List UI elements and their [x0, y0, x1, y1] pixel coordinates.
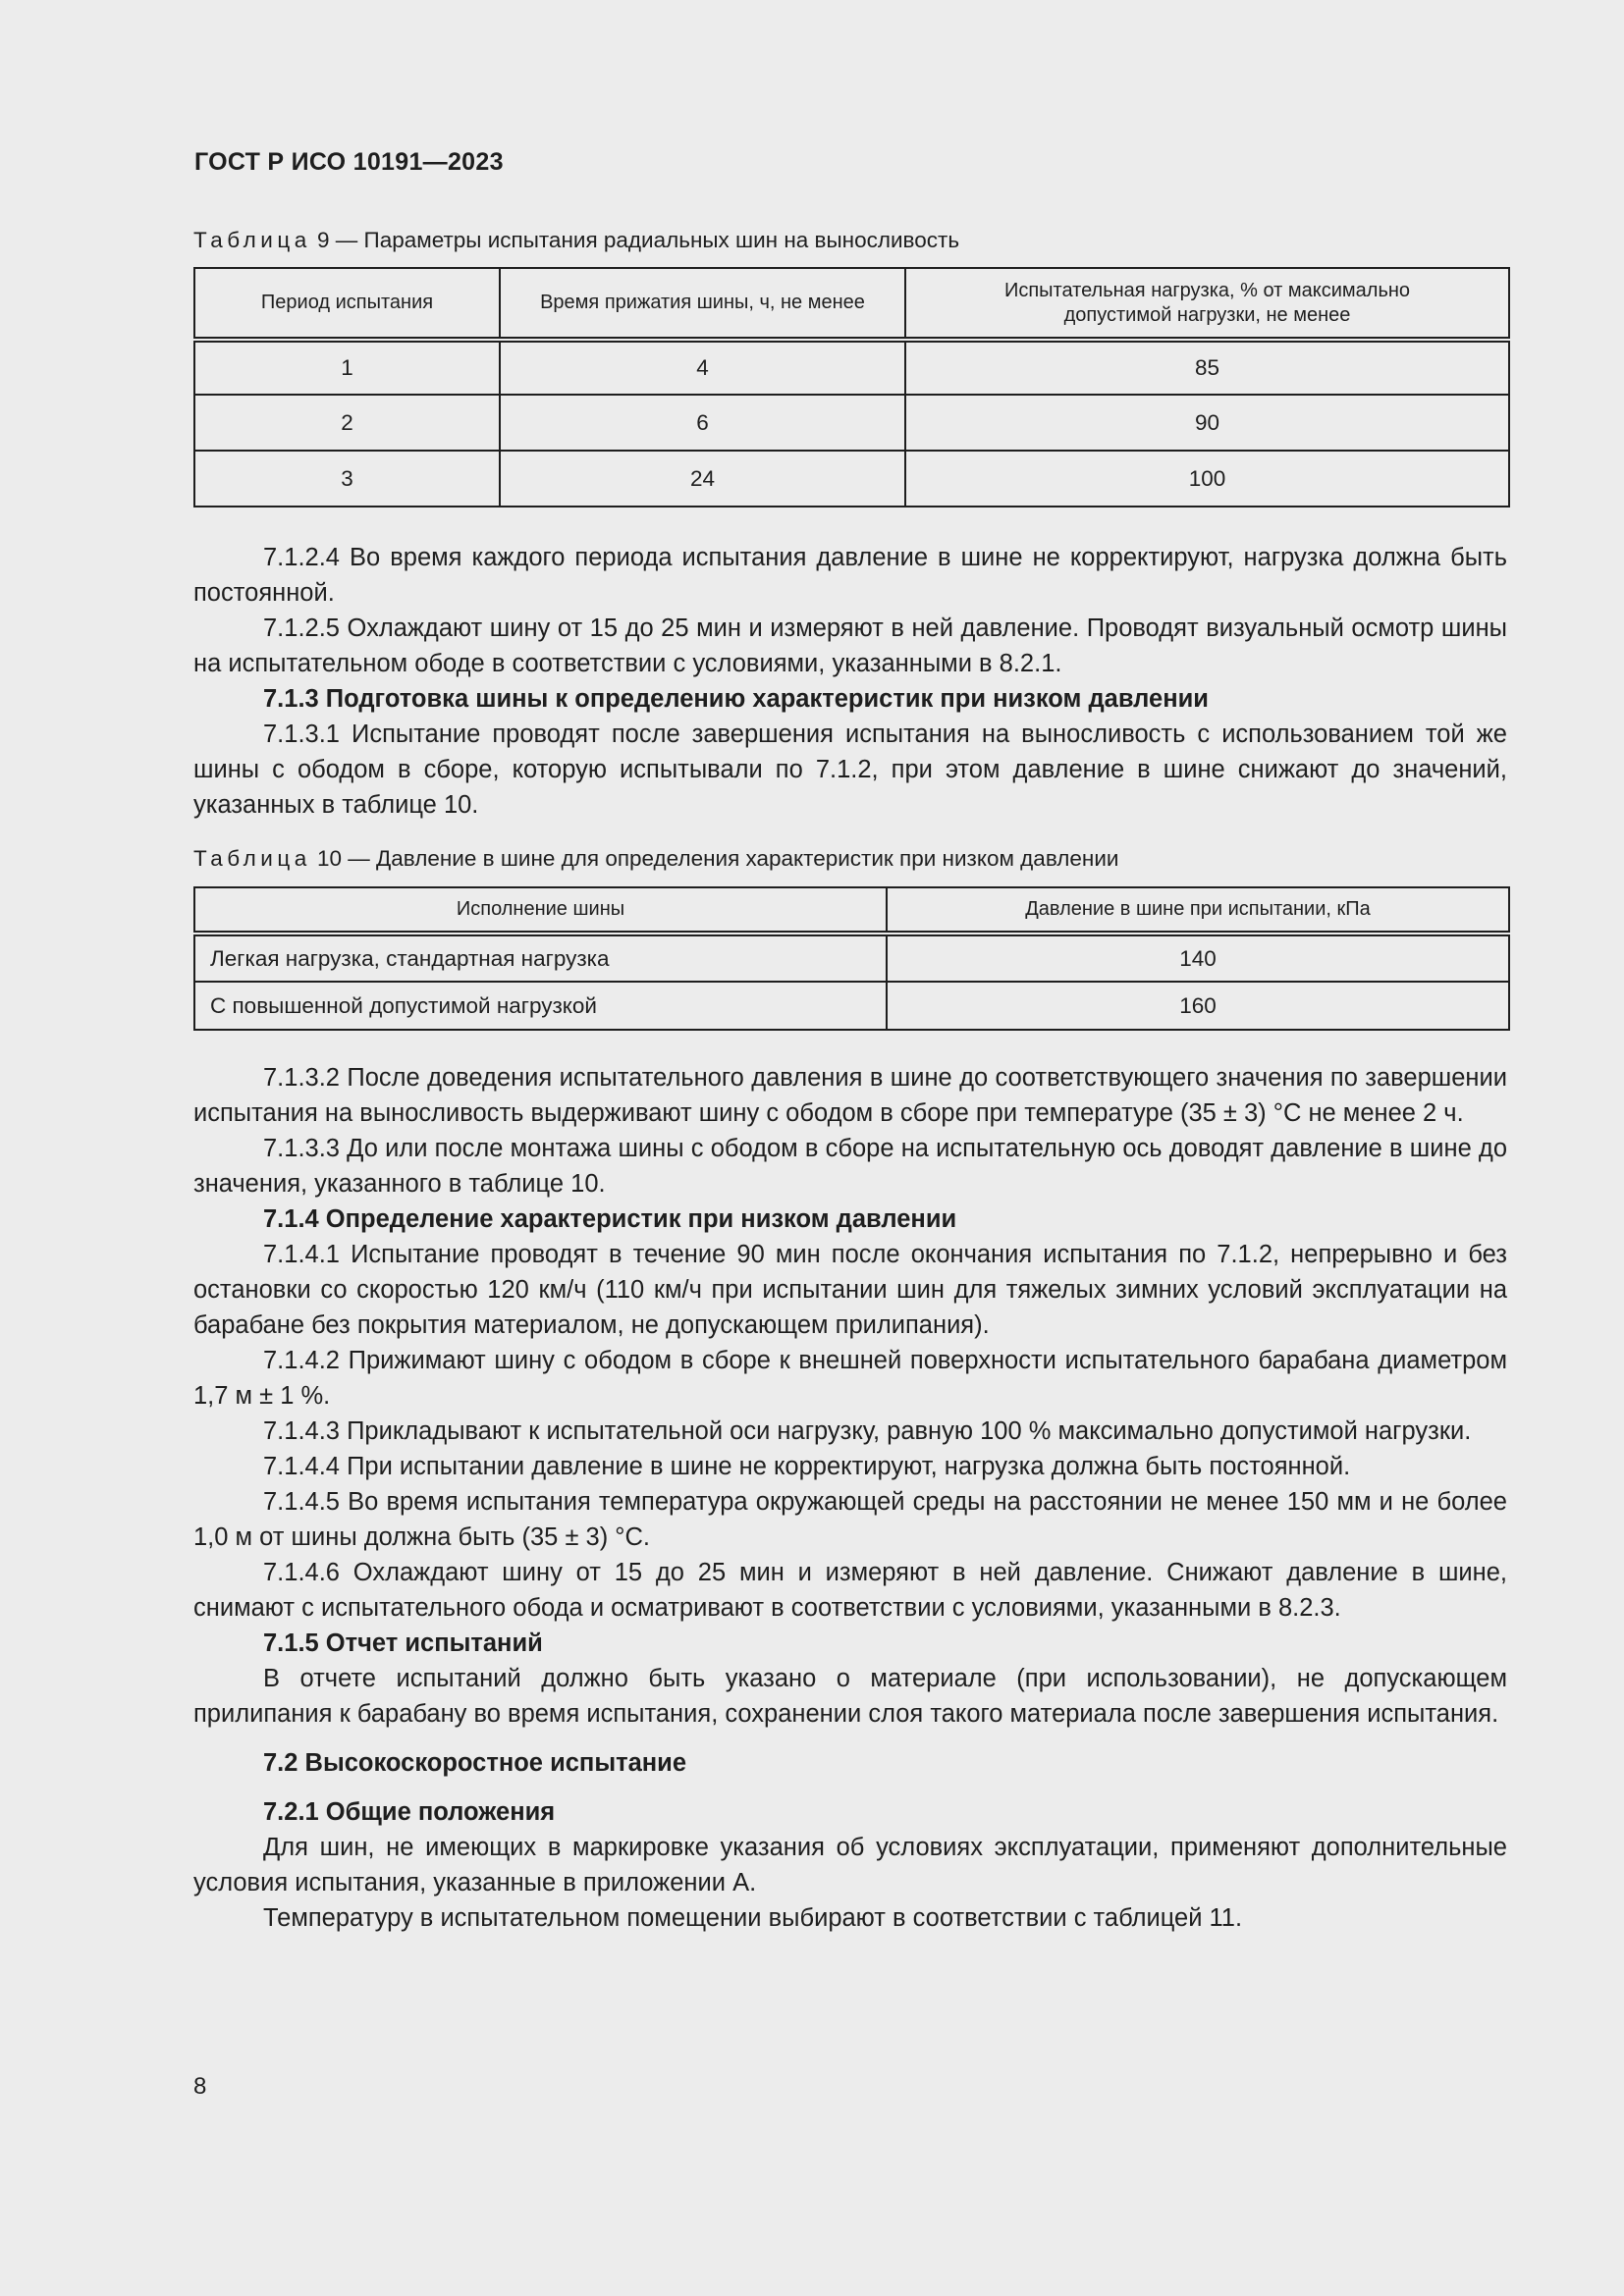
table-10-caption — [193, 846, 1118, 872]
paragraph-7-1-2-5: 7.1.2.5 Охлаждают шину от 15 до 25 мин и измеряют в ней давление. Проводят визуальный осмотр шины на испытательном ободе в соответствии с условиями, указанными в 8.2.1. — [193, 614, 1507, 677]
table-row — [194, 340, 1509, 395]
table-9-cell: 4 — [500, 340, 905, 395]
paragraph-7-1-3-2: 7.1.3.2 После доведения испытательного давления в шине до соответствующего значения по завершении испытания на выносливость выдерживают шину с ободом в сборе при температуре (35 ± 3) °С не менее 2 ч. — [193, 1064, 1507, 1127]
table-9-cell: 85 — [905, 340, 1509, 395]
paragraph-7-2-1-a: Для шин, не имеющих в маркировке указания об условиях эксплуатации, применяют дополнительные условия испытания, указанные в приложении А. — [193, 1834, 1507, 1896]
paragraph-7-1-4-6: 7.1.4.6 Охлаждают шину от 15 до 25 мин и измеряют в ней давление. Снижают давление в шине, снимают с испытательного обода и осматривают в соответствии с условиями, указанными в 8.2.3. — [193, 1559, 1507, 1622]
table-10-cell: Легкая нагрузка, стандартная нагрузка — [194, 934, 887, 982]
document-header: ГОСТ Р ИСО 10191—2023 — [194, 148, 504, 176]
table-row — [194, 982, 1509, 1030]
table-10-cell: 140 — [887, 934, 1509, 982]
table-10 — [193, 886, 1510, 1031]
paragraph-7-1-3-1: 7.1.3.1 Испытание проводят после завершения испытания на выносливость с использованием той же шины с ободом в сборе, которую испытывали по 7.1.2, при этом давление в шине снижают до значений, указанных в таблице 10. — [193, 721, 1507, 819]
table-9-header-period: Период испытания — [194, 268, 500, 340]
table-10-cell: С повышенной допустимой нагрузкой — [194, 982, 887, 1030]
table-9-header-time: Время прижатия шины, ч, не менее — [500, 268, 905, 340]
paragraph-7-1-4-3: 7.1.4.3 Прикладывают к испытательной оси нагрузку, равную 100 % максимально допустимой нагрузки. — [263, 1417, 1472, 1445]
table-row — [194, 395, 1509, 451]
paragraph-7-1-3-3: 7.1.3.3 До или после монтажа шины с ободом в сборе на испытательную ось доводят давление в шине до значения, указанного в таблице 10. — [193, 1135, 1507, 1198]
table-10-caption-word: Таблица — [193, 846, 311, 871]
heading-7-2-1: 7.2.1 Общие положения — [263, 1798, 556, 1826]
table-10-caption-text: 10 — Давление в шине для определения характеристик при низком давлении — [317, 846, 1119, 871]
table-9-cell: 3 — [194, 451, 500, 507]
heading-7-1-4: 7.1.4 Определение характеристик при низком давлении — [263, 1205, 957, 1233]
paragraph-7-1-4-4: 7.1.4.4 При испытании давление в шине не корректируют, нагрузка должна быть постоянной. — [263, 1453, 1351, 1480]
table-10-header-execution: Исполнение шины — [194, 887, 887, 934]
table-9-cell: 90 — [905, 395, 1509, 451]
table-9-header-load — [905, 268, 1509, 340]
table-9-cell: 6 — [500, 395, 905, 451]
table-9-caption-text: 9 — Параметры испытания радиальных шин на выносливость — [317, 228, 960, 252]
table-9-header-row — [194, 268, 1509, 340]
heading-7-1-3: 7.1.3 Подготовка шины к определению характеристик при низком давлении — [263, 685, 1209, 713]
body-text-section-2 — [193, 1060, 1507, 1936]
table-row — [194, 451, 1509, 507]
page-number: 8 — [193, 2073, 207, 2100]
heading-7-1-5: 7.1.5 Отчет испытаний — [263, 1629, 543, 1657]
table-9-caption-word: Таблица — [193, 228, 311, 252]
paragraph-7-1-4-5: 7.1.4.5 Во время испытания температура окружающей среды на расстоянии не менее 150 мм и не более 1,0 м от шины должна быть (35 ± 3) °С. — [193, 1488, 1507, 1551]
heading-7-2: 7.2 Высокоскоростное испытание — [263, 1749, 687, 1777]
table-9-cell: 1 — [194, 340, 500, 395]
table-9-caption — [193, 228, 959, 253]
paragraph-7-1-4-2: 7.1.4.2 Прижимают шину с ободом в сборе к внешней поверхности испытательного барабана диаметром 1,7 м ± 1 %. — [193, 1347, 1507, 1410]
table-9-cell: 2 — [194, 395, 500, 451]
table-10-cell: 160 — [887, 982, 1509, 1030]
table-9-cell: 24 — [500, 451, 905, 507]
table-9-header-load-line1: Испытательная нагрузка, % от максимально — [1003, 279, 1411, 301]
table-10-header-pressure: Давление в шине при испытании, кПа — [887, 887, 1509, 934]
table-9-header-load-line2: допустимой нагрузки, не менее — [1063, 303, 1351, 326]
table-10-header-row — [194, 887, 1509, 934]
paragraph-7-1-4-1: 7.1.4.1 Испытание проводят в течение 90 мин после окончания испытания по 7.1.2, непрерывно и без остановки со скоростью 120 км/ч (110 км/ч при испытании шин для тяжелых зимних условий эксплуатации на барабане без покрытия материалом, не допускающем прилипания). — [193, 1241, 1507, 1339]
table-row — [194, 934, 1509, 982]
paragraph-7-2-1-b: Температуру в испытательном помещении выбирают в соответствии с таблицей 11. — [263, 1904, 1243, 1932]
body-text-section-1 — [193, 540, 1507, 823]
table-9-cell: 100 — [905, 451, 1509, 507]
paragraph-7-1-2-4: 7.1.2.4 Во время каждого периода испытания давление в шине не корректируют, нагрузка должна быть постоянной. — [193, 544, 1507, 607]
paragraph-7-1-5: В отчете испытаний должно быть указано о материале (при использовании), не допускающем прилипания к барабану во время испытания, сохранении слоя такого материала после завершения испытания. — [193, 1665, 1507, 1728]
table-9 — [193, 267, 1510, 507]
